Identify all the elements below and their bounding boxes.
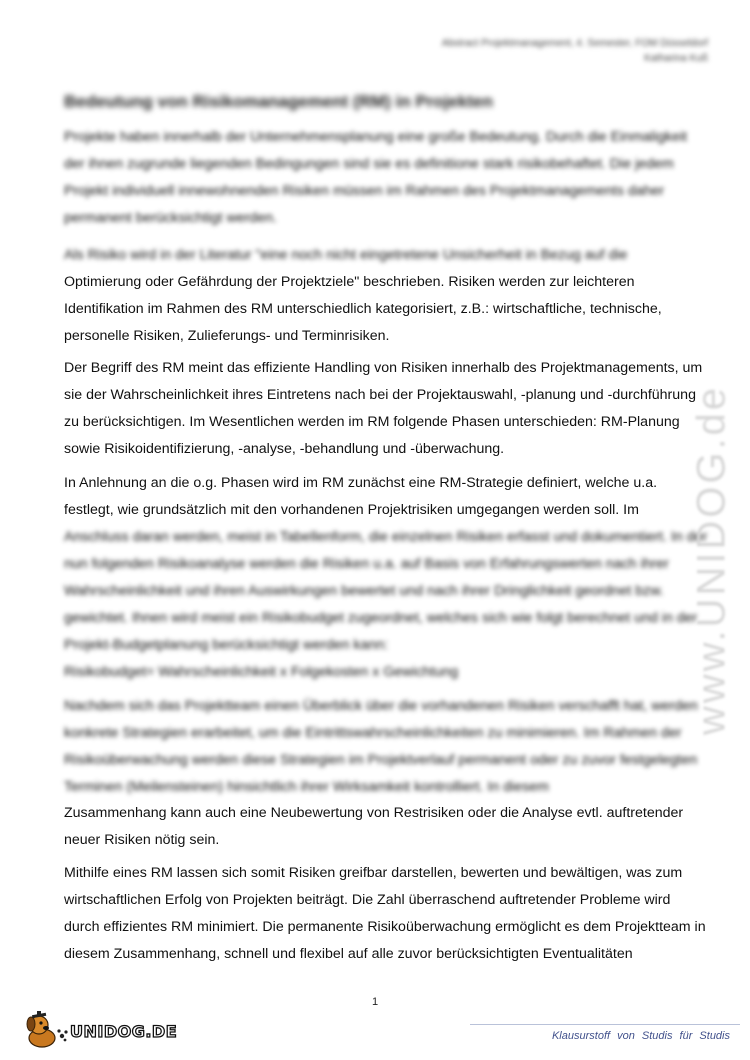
paragraph-risk-monitoring: Nachdem sich das Projektteam einen Überblick über die vorhandenen Risiken verschafft hat, werden konkrete Strategien erarbeitet, um die Eintrittswahrscheinlichkeiten zu minimieren. Im Rahmen der Risikoüberwachung werden diese Strategien im Projektverlauf permanent oder zu zuvor festgelegten Terminen (Meilensteinen) hinsichtlich ihrer Wirksamkeit kontrolliert. In diesem xyxy=(64,698,698,795)
paragraph-conclusion: Mithilfe eines RM lassen sich somit Risiken greifbar darstellen, bewerten und bewältigen, was zum wirtschaftlichen Erfolg von Projekten beiträgt. Die Zahl überraschend auftretender Probleme wird durch effizientes RM minimiert. Die permanente Risikoüberwachung ermöglicht es dem Projektteam in diesem Zusammenhang, schnell und flexibel auf alle zuvor berücksichtigten Eventualitäten xyxy=(64,865,706,962)
footer-divider xyxy=(470,1024,740,1025)
risk-budget-formula: Risikobudget= Wahrscheinlichkeit x Folgekosten x Gewichtung xyxy=(64,664,459,680)
paragraph-risk-definition-start: Als Risiko wird in der Literatur "eine noch nicht eingetretene Unsicherheit in Bezug auf die xyxy=(64,247,628,263)
paragraph-reassessment: Zusammenhang kann auch eine Neubewertung von Restrisiken oder die Analyse evtl. auftretender neuer Risiken nötig sein. xyxy=(64,805,684,848)
page-number: 1 xyxy=(371,996,379,1008)
paragraph-rm-definition: Der Begriff des RM meint das effiziente Handling von Risiken innerhalb des Projektmanagements, um sie der Wahrscheinlichkeit ihres Eintretens nach bei der Projektauswahl, -planung und -durchführung zu berücksichtigen. Im Wesentlichen werden im RM folgende Phasen unterschieden: RM-Planung sowie Risikoidentifizierung, -analyse, -behandlung und -überwachung. xyxy=(64,360,703,457)
header-meta-line-1: Abstract Projektmanagement, 4. Semester, FOM Düsseldorf xyxy=(441,38,708,49)
paragraph-risk-definition: Optimierung oder Gefährdung der Projektziele" beschrieben. Risiken werden zur leichteren Identifikation im Rahmen des RM unterschiedlich kategorisiert, z.B.: wirtschaftliche, technische, personelle Risiken, Zulieferungs- und Terminrisiken. xyxy=(64,274,662,344)
header-meta-line-2: Katharina Kuß xyxy=(644,53,708,64)
dog-mascot-icon xyxy=(22,1010,70,1050)
paragraph-rm-strategy: In Anlehnung an die o.g. Phasen wird im RM zunächst eine RM-Strategie definiert, welche u.a. festlegt, wie grundsätzlich mit den vorhandenen Projektrisiken umgegangen werden soll. Im xyxy=(64,475,658,518)
footer-slogan: Klausurstoff von Studis für Studis xyxy=(551,1030,730,1042)
paragraph-intro: Projekte haben innerhalb der Unternehmensplanung eine große Bedeutung. Durch die Einmaligkeit der ihnen zugrunde liegenden Bedingungen sind sie es definitione stark risikobehaftet. Die jedem Projekt individuell innewohnenden Risiken müssen im Rahmen des Projektmanagements daher permanent berücksichtigt werden. xyxy=(64,129,688,226)
unidog-logo xyxy=(22,1010,202,1050)
paragraph-risk-analysis: Anschluss daran werden, meist in Tabellenform, die einzelnen Risiken erfasst und dokumentiert. In der nun folgenden Risikoanalyse werden die Risiken u.a. auf Basis von Erfahrungswerten nach ihrer Wahrscheinlichkeit und ihren Auswirkungen bewertet und nach ihrer Dringlichkeit geordnet bzw. gewichtet. Ihnen wird meist ein Risikobudget zugeordnet, welches sich wie folgt berechnet und in der Projekt-Budgetplanung berücksichtigt werden kann: xyxy=(64,529,708,653)
document-title: Bedeutung von Risikomanagement (RM) in Projekten xyxy=(64,92,493,111)
watermark-text: www.UNIDOG.de xyxy=(689,384,734,736)
logo-text: UNIDOG.DE xyxy=(70,1022,178,1041)
header-meta xyxy=(348,36,708,66)
